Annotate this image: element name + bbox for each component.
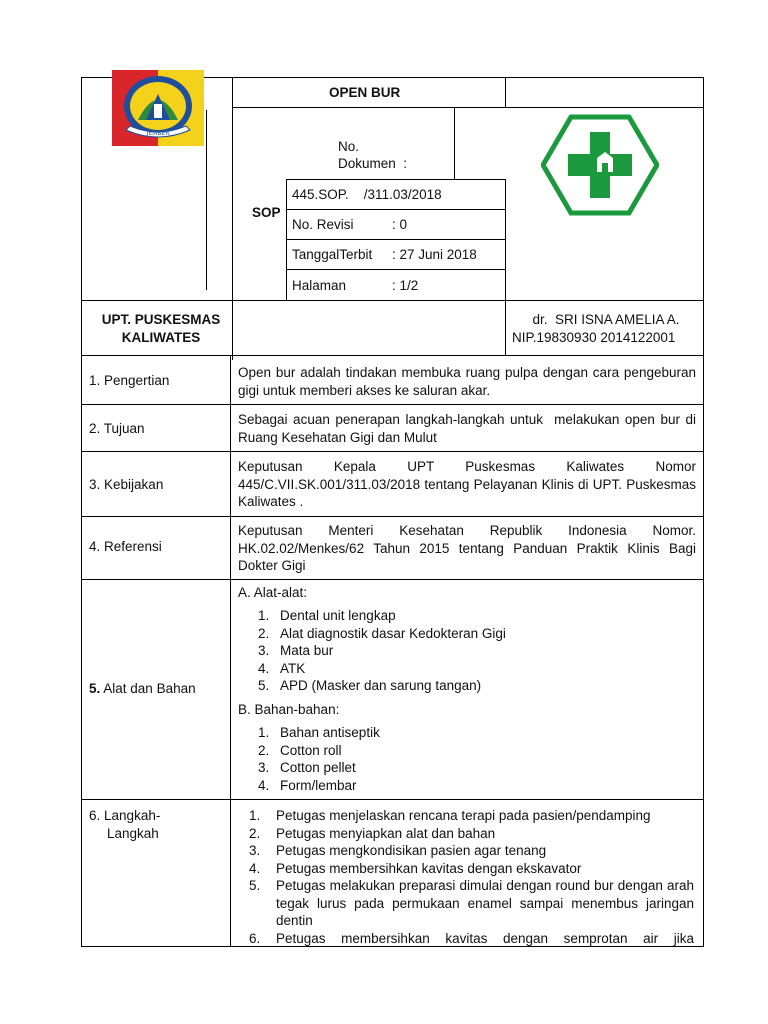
page-label: Halaman [292,278,347,293]
group-b-list [258,724,688,794]
section-title: Langkah- [104,808,161,823]
section-langkah-label-line2: Langkah [107,826,159,841]
list-item: 4. ATK [258,660,306,676]
doc-number-label-line1: No. [338,139,360,154]
list-item: 6. Petugas membersihkan kavitas dengan semprotan air jika [249,930,694,946]
section-title: Tujuan [103,421,145,436]
org-name-line1: UPT. PUSKESMAS [101,312,221,327]
section-referensi-label [89,538,162,556]
list-item: 4. Form/lembar [258,777,357,793]
section-kebijakan-label [89,476,163,494]
steps-list [249,807,694,946]
section-referensi-text: Keputusan Menteri Kesehatan Republik Indonesia Nomor. HK.02.02/Menkes/62 Tahun 2015 tentang Panduan Praktik Klinis Bagi Dokter Gigi [238,523,696,573]
section-pengertian-label [89,372,169,390]
list-item: 1. Dental unit lengkap [258,608,396,623]
page-value: : 1/2 [392,278,419,293]
section-langkah-label [89,807,160,825]
issue-date-value: : 27 Juni 2018 [392,247,477,262]
puskesmas-logo-icon [541,114,659,216]
section-title: Kebijakan [104,477,164,492]
section-title: Pengertian [104,373,170,388]
list-item: 3. Cotton pellet [258,760,356,775]
list-item: 3. Petugas mengkondisikan pasien agar tenang [249,843,547,858]
section-title: Alat dan Bahan [103,681,196,696]
list-item: 2. Alat diagnostik dasar Kedokteran Gigi [258,625,506,641]
sop-label: SOP [252,205,281,220]
list-item: 3. Mata bur [258,643,334,658]
list-item: 1. Petugas menjelaskan rencana terapi pada pasien/pendamping [249,808,651,823]
group-b-title: B. Bahan-bahan: [238,702,340,717]
document-title: OPEN BUR [329,85,401,100]
section-kebijakan-text: Keputusan Kepala UPT Puskesmas Kaliwates Nomor 445/C.VII.SK.001/311.03/2018 tentang Pelayanan Klinis di UPT. Puskesmas Kaliwates . [238,459,696,509]
right-logo [541,114,659,216]
org-name-line2: KALIWATES [121,330,201,345]
svg-text:JEMBER: JEMBER [146,130,170,137]
section-number: 4. [89,539,101,554]
list-item: 2. Cotton roll [258,742,342,758]
signatory-nip: NIP.19830930 2014122001 [512,330,676,345]
section-number: 3. [89,477,101,492]
section-number: 1. [89,373,101,388]
group-a-list [258,607,688,695]
left-logo [112,70,204,146]
section-alat-label [89,680,196,698]
list-item: 4. Petugas membersihkan kavitas dengan ekskavator [249,860,582,876]
section-number: 6. [89,808,101,823]
section-tujuan-label [89,420,145,438]
list-item: 2. Petugas menyiapkan alat dan bahan [249,825,496,841]
section-pengertian-text: Open bur adalah tindakan membuka ruang pulpa dengan cara pengeburan gigi untuk memberi akses ke saluran akar. [238,365,696,398]
list-item: 1. Bahan antiseptik [258,725,380,740]
list-item: 5. APD (Masker dan sarung tangan) [258,678,482,693]
list-item: 5. Petugas melakukan preparasi dimulai dengan round bur dengan arah tegak lurus pada permukaan enamel sampai menembus jaringan dentin [249,878,694,928]
revision-label: No. Revisi [292,217,354,232]
issue-date-label: TanggalTerbit [292,247,373,262]
regional-coat-of-arms-icon [112,70,204,146]
section-number: 2. [89,421,101,436]
section-tujuan-text: Sebagai acuan penerapan langkah-langkah untuk melakukan open bur di Ruang Kesehatan Gigi dan Mulut [238,412,700,445]
group-a-title: A. Alat-alat: [238,585,308,600]
section-number: 5. [89,681,101,696]
section-title: Referensi [104,539,162,554]
signatory-name: dr. SRI ISNA AMELIA A. [532,312,680,327]
steps-clip [230,800,703,946]
doc-number-label-line2: Dokumen : [338,156,408,171]
doc-number-value: 445.SOP. /311.03/2018 [292,187,442,202]
revision-value: : 0 [392,217,408,232]
